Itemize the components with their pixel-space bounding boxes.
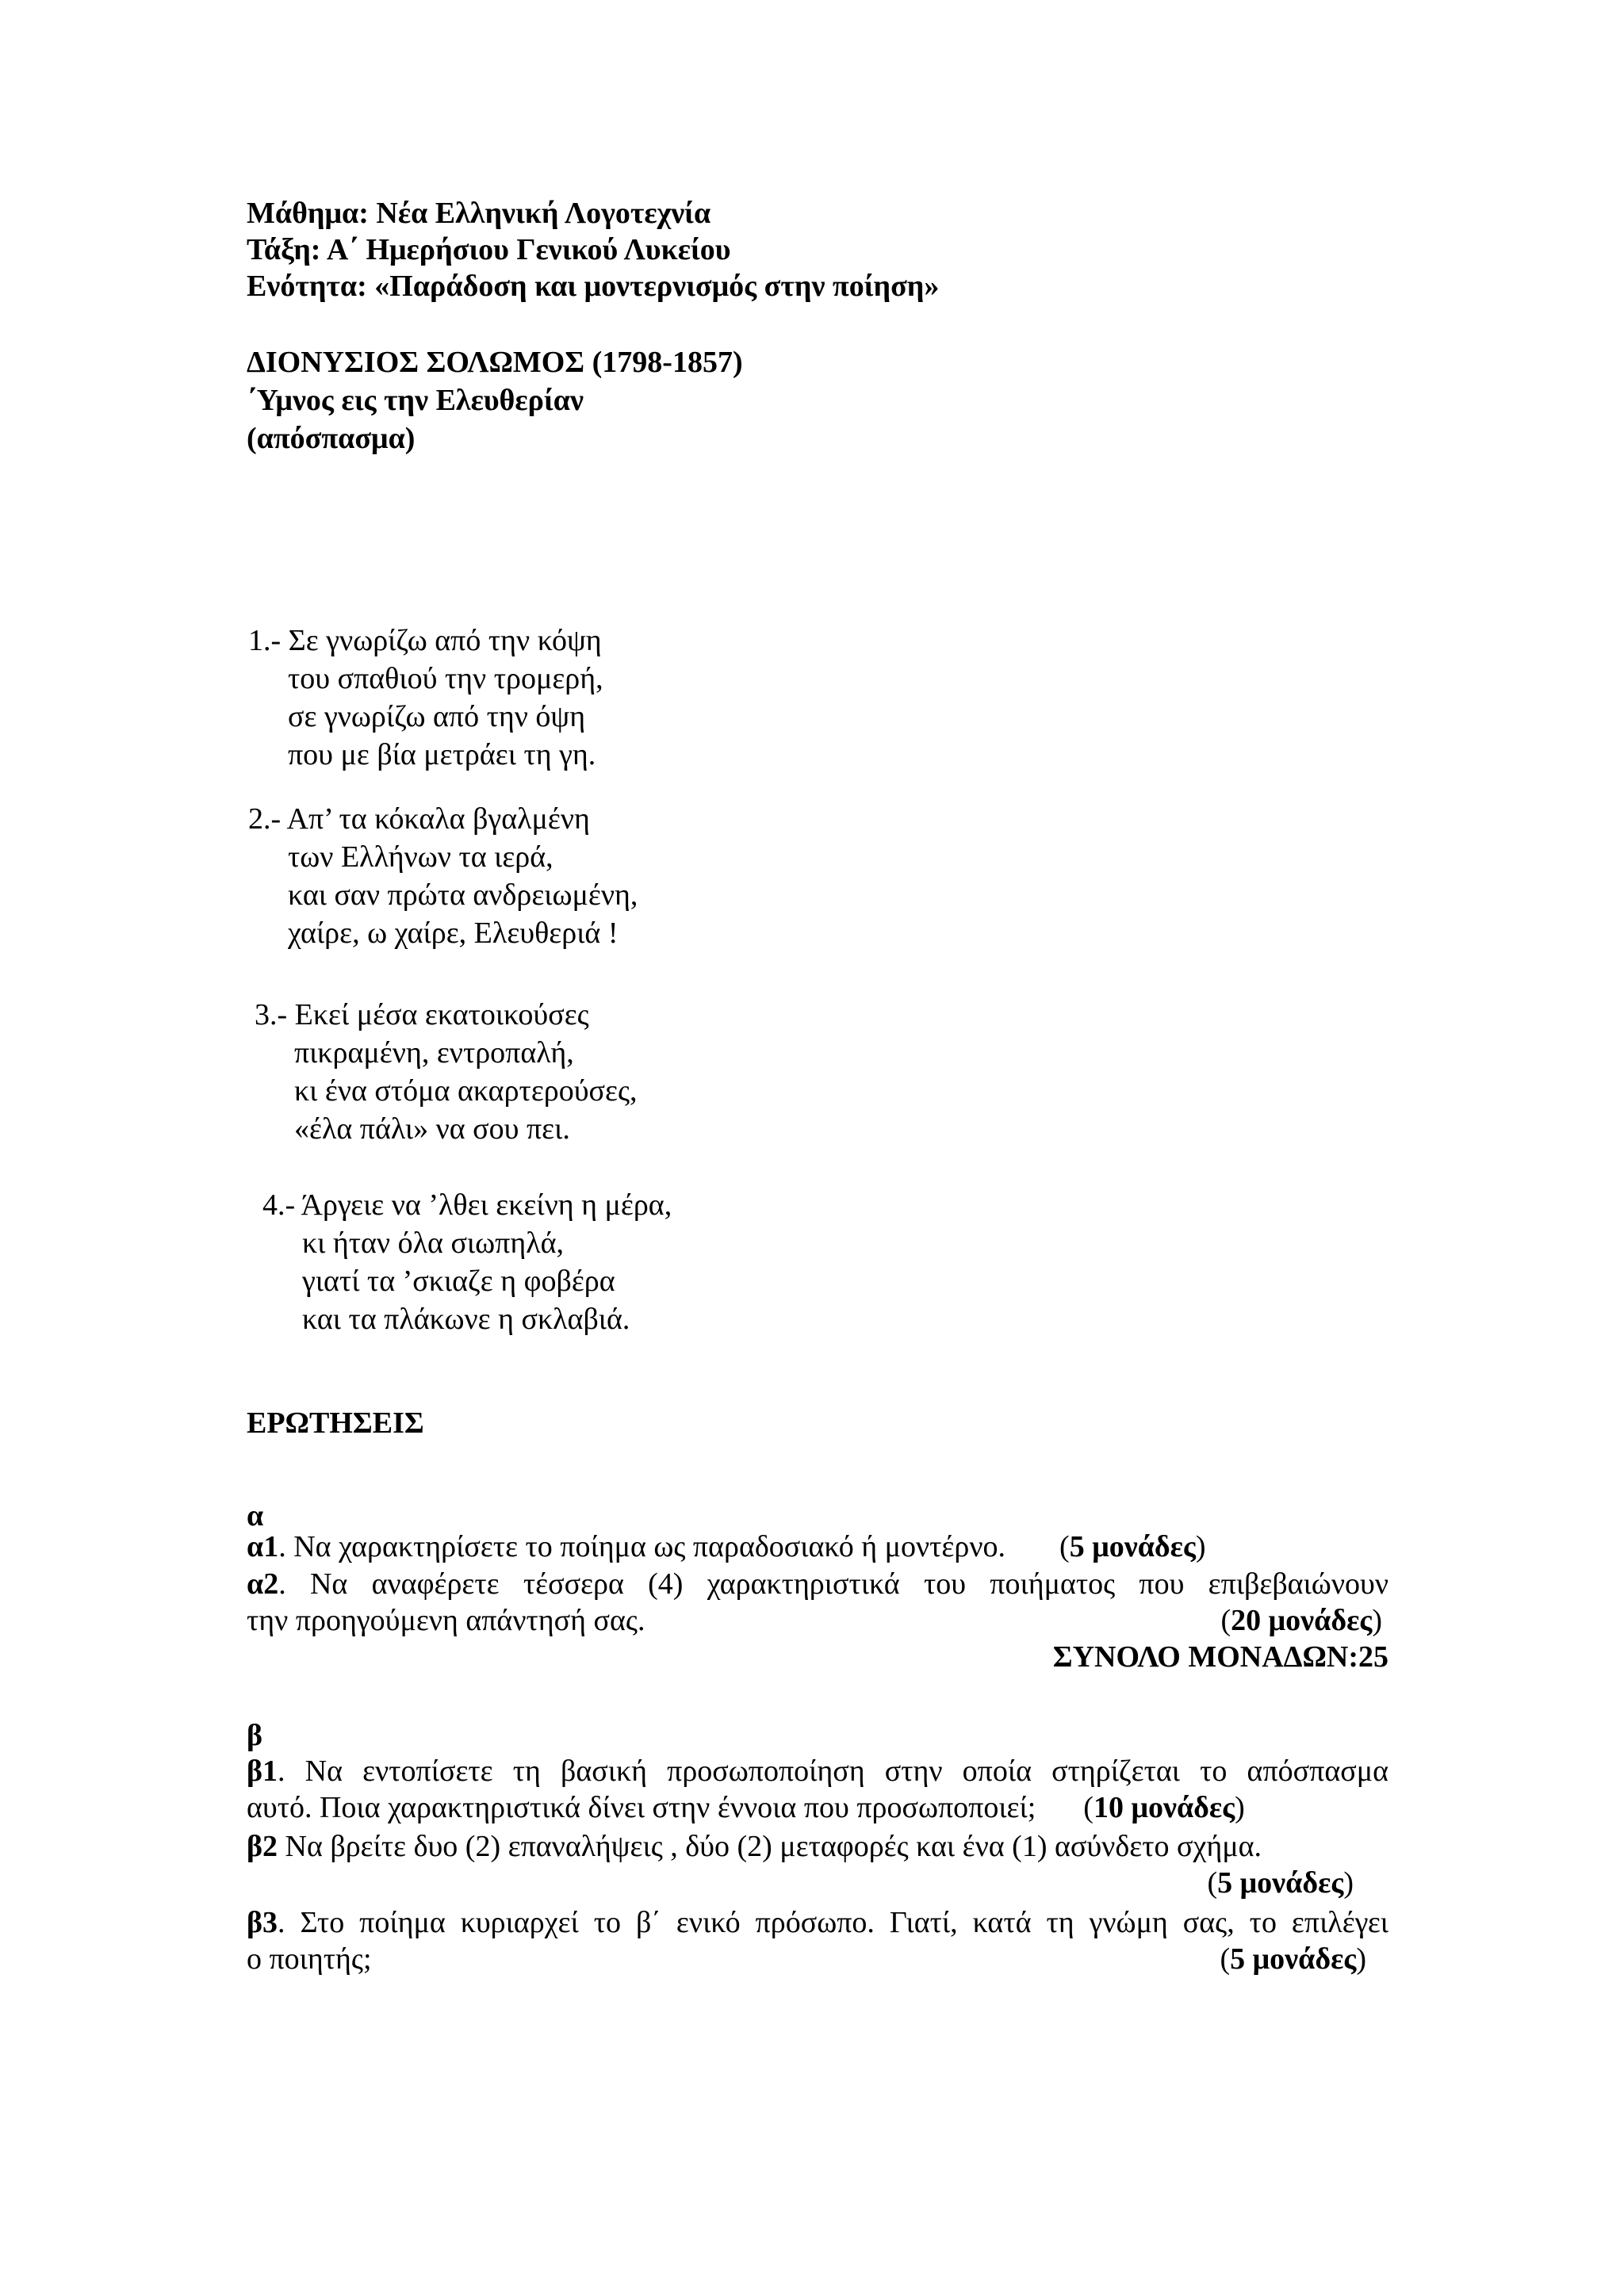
poem-line: χαίρε, ω χαίρε, Ελευθεριά ! (288, 916, 619, 950)
question-text: Να βρείτε δυο (2) επαναλήψεις , δύο (2) μεταφορές και ένα (1) ασύνδετο σχήμα. (278, 1830, 1262, 1863)
poem-line: γιατί τα ’σκιαζε η φοβέρα (302, 1265, 615, 1298)
subject-line: Μάθημα: Νέα Ελληνική Λογοτεχνία (247, 197, 711, 230)
question-text: . Να χαρακτηρίσετε το ποίημα ως παραδοσιακό ή μοντέρνο. (278, 1530, 1006, 1563)
poem-line: πικραμένη, εντροπαλή, (294, 1036, 574, 1070)
poem-line: και σαν πρώτα ανδρειωμένη, (288, 878, 638, 912)
poem-title: ΄Υμνος εις την Ελευθερίαν (247, 384, 584, 417)
question-text: . Να εντοπίσετε τη βασική προσωποποίηση στην οποία στηρίζεται το απόσπασμα (278, 1755, 1388, 1788)
unit-line: Ενότητα: «Παράδοση και μοντερνισμός στην ποίηση» (247, 270, 940, 303)
question-label: β3 (247, 1906, 278, 1939)
poem-line: των Ελλήνων τα ιερά, (288, 840, 553, 874)
question-b3 (247, 1904, 1388, 1977)
question-label: β2 (247, 1830, 278, 1863)
poem-line: του σπαθιού την τρομερή, (288, 662, 603, 695)
question-text: . Στο ποίημα κυριαρχεί το β΄ ενικό πρόσωπο. Γιατί, κατά τη γνώμη σας, το επιλέγει (278, 1906, 1388, 1939)
question-a2 (247, 1566, 1388, 1675)
question-text: αυτό. Ποια χαρακτηριστικά δίνει στην έννοια που προσωποποιεί; (247, 1791, 1036, 1824)
question-label: α2 (247, 1567, 279, 1601)
poem-author: ΔΙΟΝΥΣΙΟΣ ΣΟΛΩΜΟΣ (1798-1857) (247, 346, 743, 379)
poem-stanza-1 (248, 622, 603, 775)
poem-line: κι ήταν όλα σιωπηλά, (302, 1226, 565, 1260)
question-text: ο ποιητής; (247, 1942, 372, 1976)
question-label: β1 (247, 1755, 278, 1788)
section-b-letter: β (247, 1719, 263, 1752)
points-value: (10 μονάδες) (1083, 1791, 1245, 1824)
poem-line: 1.- Σε γνωρίζω από την κόψη (248, 624, 602, 657)
poem-heading (247, 344, 743, 458)
class-line: Τάξη: Α΄ Ημερήσιου Γενικού Λυκείου (247, 233, 731, 266)
poem-line: 3.- Εκεί μέσα εκατοικούσες (255, 998, 589, 1031)
questions-title: ΕΡΩΤΗΣΕΙΣ (247, 1406, 424, 1440)
points-value: (20 μονάδες) (1220, 1604, 1382, 1637)
poem-stanza-4 (262, 1187, 672, 1339)
question-label: α1 (247, 1530, 279, 1563)
points-value: (5 μονάδες) (1059, 1530, 1206, 1563)
question-text: την προηγούμενη απάντησή σας. (247, 1604, 645, 1637)
question-b2 (247, 1828, 1388, 1901)
poem-stanza-2 (248, 801, 638, 953)
poem-line: που με βία μετράει τη γη. (288, 738, 596, 771)
points-value: (5 μονάδες) (1220, 1942, 1366, 1976)
question-b1 (247, 1753, 1388, 1826)
poem-line: «έλα πάλι» να σου πει. (294, 1112, 570, 1146)
section-total: ΣΥΝΟΛΟ ΜΟΝΑΔΩΝ:25 (1052, 1640, 1388, 1674)
question-text: . Να αναφέρετε τέσσερα (4) χαρακτηριστικά του ποιήματος που επιβεβαιώνουν (278, 1567, 1388, 1601)
poem-line: και τα πλάκωνε η σκλαβιά. (302, 1303, 630, 1336)
poem-line: 2.- Απ’ τα κόκαλα βγαλμένη (248, 802, 590, 836)
points-value: (5 μονάδες) (1207, 1866, 1354, 1900)
poem-line: κι ένα στόμα ακαρτερούσες, (294, 1074, 638, 1108)
poem-line: σε γνωρίζω από την όψη (288, 700, 586, 733)
question-a1 (247, 1529, 1388, 1565)
poem-note: (απόσπασμα) (247, 422, 416, 455)
poem-stanza-3 (255, 997, 638, 1149)
document-header (247, 195, 939, 304)
poem-line: 4.- Άργειε να ’λθει εκείνη η μέρα, (262, 1188, 672, 1222)
section-a-letter: α (247, 1499, 264, 1533)
